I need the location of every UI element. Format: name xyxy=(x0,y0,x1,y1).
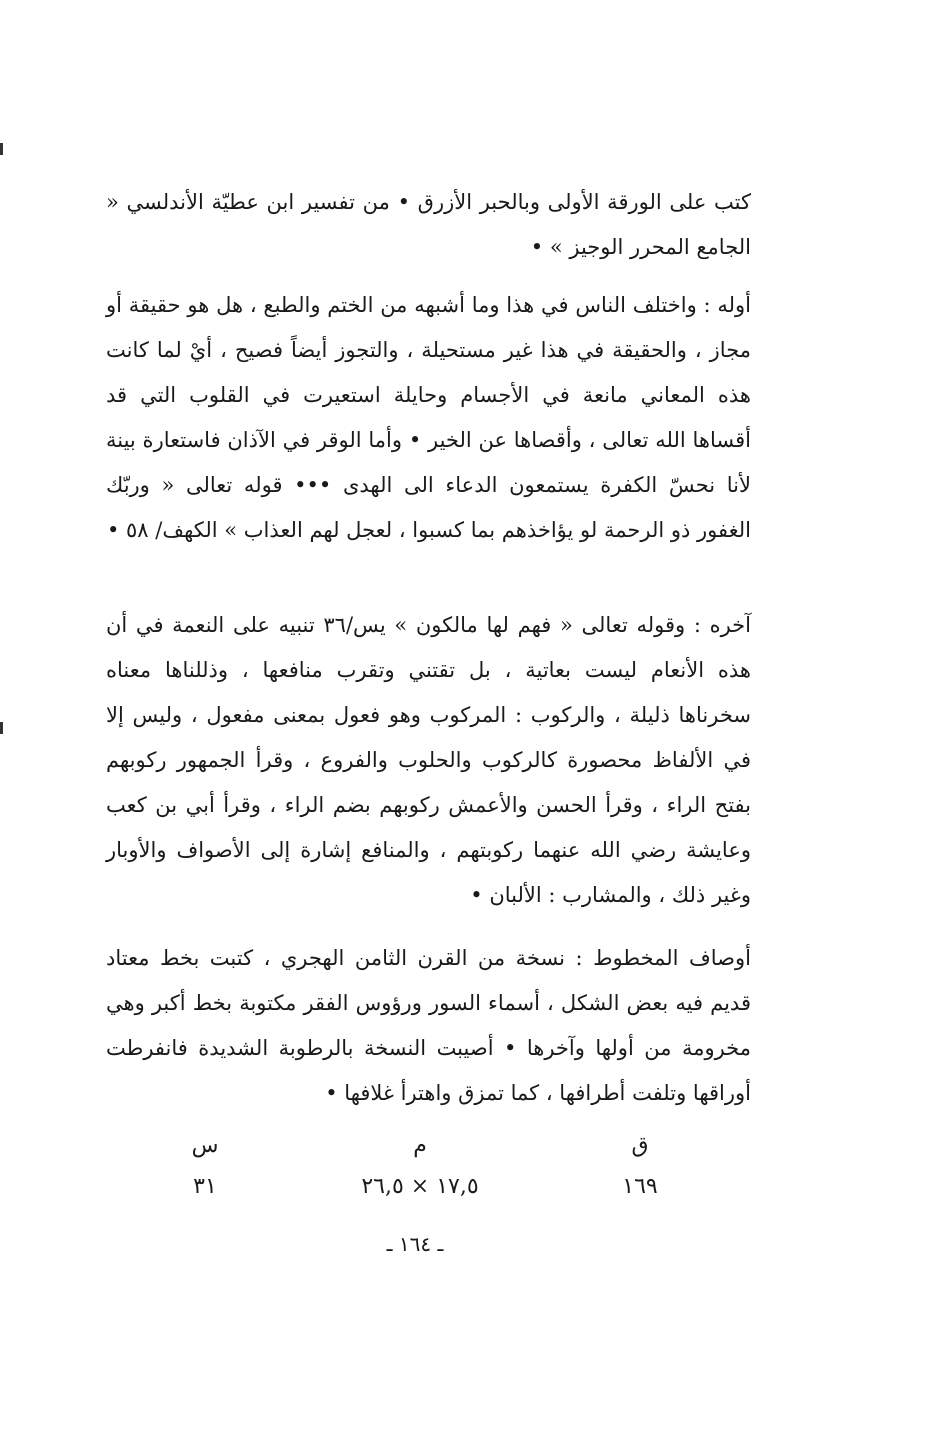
table-value-m: ١٧,٥ × ٢٦,٥ xyxy=(361,1174,479,1199)
table-header-s: س xyxy=(191,1133,219,1158)
table-value-s: ٣١ xyxy=(193,1174,217,1199)
paragraph-source-note: كتب على الورقة الأولى وبالحبر الأزرق • من تفسير ابن عطيّة الأندلسي « الجامع المحرر الوجيز » • xyxy=(106,190,751,259)
paragraph-explicit: آخره : وقوله تعالى « فهم لها مالكون » يس/٣٦ تنبيه على النعمة في أن هذه الأنعام ليست بعاتية ، بل تقتني وتقرب منافعها ، وذللناها معناه سخرناها ذليلة ، والركوب : المركوب وهو فعول بمعنى مفعول ، وليس إلا في الألفاظ محصورة كالركوب والحلوب والفروع ، وقرأ الجمهور ركوبهم بفتح الراء ، وقرأ الحسن والأعمش ركوبهم بضم الراء ، وقرأ أبي بن كعب وعايشة رضي الله عنهما ركوبتهم ، والمنافع إشارة إلى الأصواف والأوبار وغير ذلك ، والمشارب : الألبان • xyxy=(106,613,752,907)
paragraph-incipit: أوله : واختلف الناس في هذا وما أشبهه من الختم والطبع ، هل هو حقيقة أو مجاز ، والحقيقة في هذا غير مستحيلة ، والتجوز أيضاً فصيح ، أيْ لما كانت هذه المعاني مانعة في الأجسام وحايلة استعيرت في القلوب التي قد أقساها الله تعالى ، وأقصاها عن الخير • وأما الوقر في الآذان فاستعارة بينة لأنا نحسّ الكفرة يستمعون الدعاء الى الهدى ••• قوله تعالى « وربّك الغفور ذو الرحمة لو يؤاخذهم بما كسبوا ، لعجل لهم العذاب » الكهف/ ٥٨ • xyxy=(106,293,751,542)
scan-edge-mark xyxy=(0,722,3,734)
description-section xyxy=(106,936,751,1116)
page-number: ـ ١٦٤ ـ xyxy=(386,1232,444,1256)
table-header-m: م xyxy=(413,1133,427,1158)
explicit-section xyxy=(106,603,751,918)
incipit-section xyxy=(106,283,751,553)
scan-edge-mark xyxy=(0,143,3,155)
table-header-q: ق xyxy=(631,1133,649,1158)
paragraph-manuscript-description: أوصاف المخطوط : نسخة من القرن الثامن الهجري ، كتبت بخط معتاد قديم فيه بعض الشكل ، أسماء السور ورؤوس الفقر مكتوبة بخط أكبر وهي مخرومة من أولها وآخرها • أصيبت النسخة بالرطوبة الشديدة فانفرطت أوراقها وتلفت أطرافها ، كما تمزق واهترأ غلافها • xyxy=(106,946,751,1105)
intro-note xyxy=(106,180,751,270)
table-value-q: ١٦٩ xyxy=(622,1174,658,1199)
